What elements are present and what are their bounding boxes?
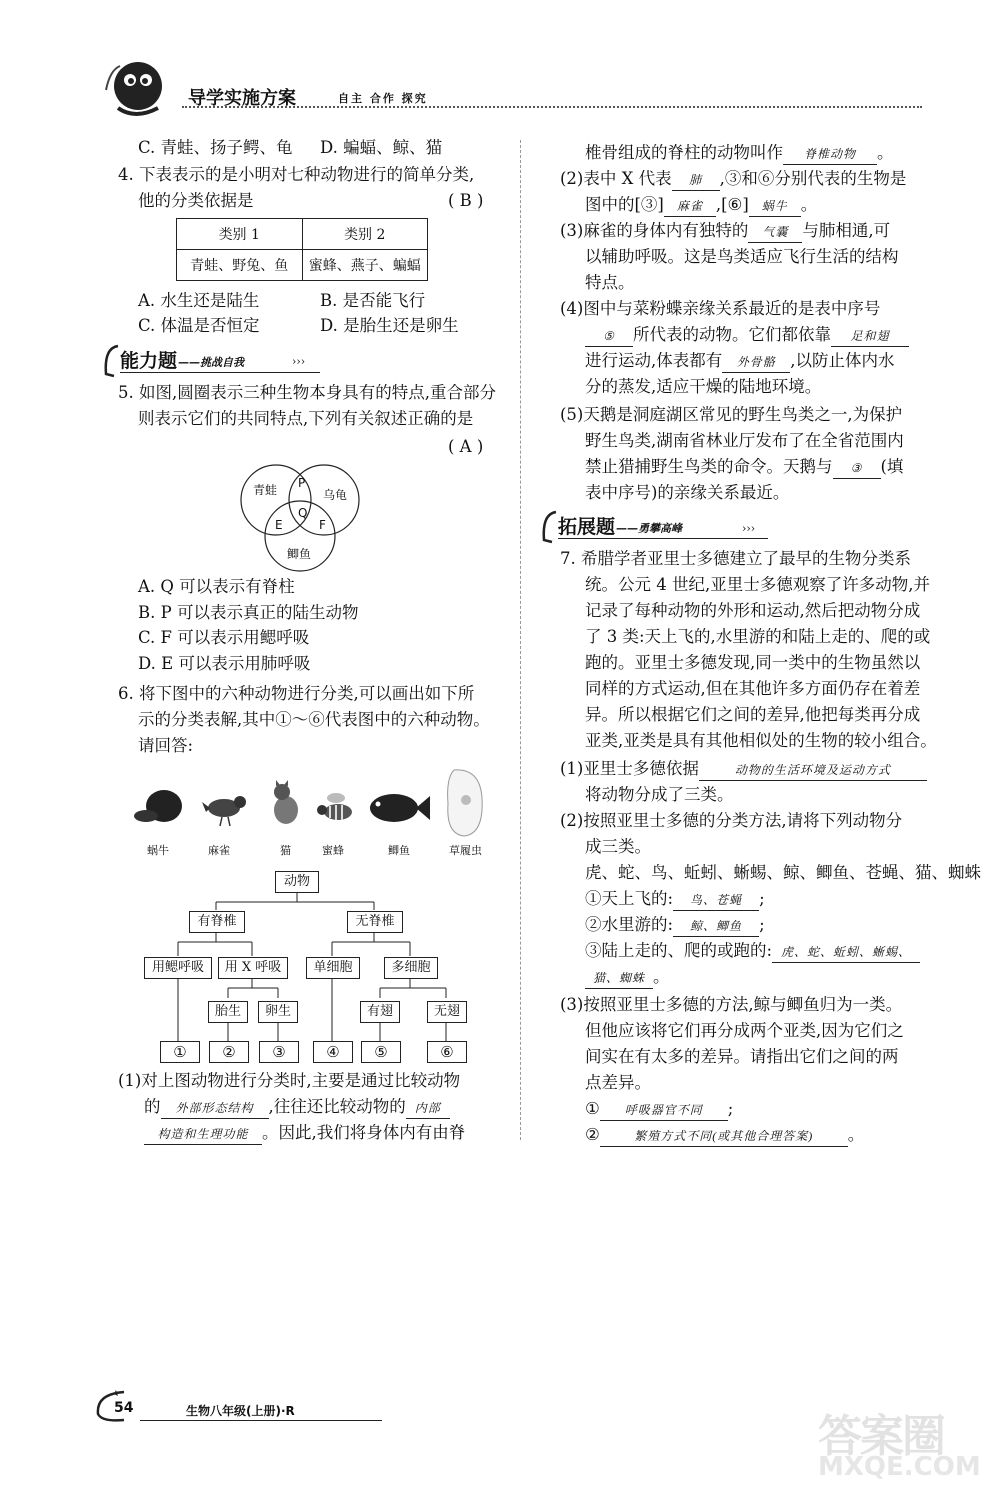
section-extension-title: 拓展题	[558, 516, 616, 538]
text: ,以防止体内水	[790, 351, 895, 370]
q7-stem-1: 7. 希腊学者亚里士多德建立了最早的生物分类系	[560, 549, 911, 568]
text: ;	[759, 889, 765, 908]
q7-3-answer-2	[585, 1122, 864, 1148]
header-subtitle: 自主 合作 探究	[338, 92, 428, 105]
q7-3-answer-1	[585, 1096, 733, 1122]
tree-node-winged: 有翅	[360, 1001, 400, 1023]
venn-label-q: Q	[298, 506, 308, 520]
q3-option-d: D. 蝙蝠、鲸、猫	[320, 138, 443, 157]
double-chevron-icon: ›››	[742, 522, 756, 535]
text: (1)亚里士多德依据	[560, 759, 699, 778]
animal-label: 猫	[280, 844, 291, 857]
q7-stem-8: 亚类,亚类是具有其他相似处的生物的较小组合。	[585, 731, 937, 750]
venn-label-turtle: 乌龟	[323, 488, 348, 502]
q7-stem-5: 跑的。亚里士多德发现,同一类中的生物虽然以	[585, 653, 921, 672]
text: ;	[759, 915, 765, 934]
r2-line-1	[560, 166, 906, 192]
q6-stem-2: 示的分类表解,其中①～⑥代表图中的六种动物。	[138, 710, 490, 729]
q7-2-line-1: (2)按照亚里士多德的分类方法,请将下列动物分	[560, 811, 903, 830]
r3-line-3: 特点。	[585, 273, 635, 292]
mascot-logo	[100, 50, 170, 120]
footer-rule	[140, 1420, 382, 1421]
q7-stem-4: 了 3 类:天上飞的,水里游的和陆上走的、爬的或	[585, 627, 931, 646]
q5-option-a: A. Q 可以表示有脊柱	[138, 577, 295, 596]
r5-line-2: 野生鸟类,湖南省林业厅发布了在全省范围内	[585, 431, 904, 450]
r4-line-3	[585, 348, 895, 374]
text: ①天上飞的:	[585, 889, 674, 908]
text: 。	[877, 143, 894, 162]
tree-leaf: ③	[259, 1041, 299, 1063]
q6-1-line-2	[144, 1094, 450, 1120]
animal-label: 麻雀	[208, 844, 230, 857]
text: 的	[144, 1097, 161, 1116]
text: ②	[585, 1125, 600, 1144]
paramecium-image	[440, 764, 490, 840]
answer-blank: ③	[833, 458, 881, 479]
answer-blank: 气囊	[748, 222, 802, 243]
r4-line-1: (4)图中与菜粉蝶亲缘关系最近的是表中序号	[560, 299, 881, 318]
text: ,往往还比较动物的	[268, 1097, 406, 1116]
q6-1-stem: (1)对上图动物进行分类时,主要是通过比较动物	[118, 1071, 461, 1090]
tree-node-vertebrate: 有脊椎	[189, 911, 245, 933]
r4-line-4: 分的蒸发,适应干燥的陆地环境。	[585, 377, 822, 396]
text: ,③和⑥分别代表的生物是	[719, 169, 907, 188]
q7-stem-3: 记录了每种动物的外形和运动,然后把动物分成	[585, 601, 921, 620]
tree-node-x-breath: 用 X 呼吸	[218, 957, 288, 979]
header-rule	[182, 106, 922, 108]
q5-stem-2: 则表示它们的共同特点,下列有关叙述正确的是	[138, 409, 474, 428]
q7-2-item-3	[585, 938, 920, 964]
r2-line-2	[585, 192, 817, 218]
tree-leaf: ④	[313, 1041, 353, 1063]
q7-2-line-3: 虎、蛇、鸟、蚯蚓、蜥蜴、鲸、鲫鱼、苍蝇、猫、蜘蛛	[585, 863, 981, 882]
q7-3-line-2: 但他应该将它们再分成两个亚类,因为它们之	[585, 1021, 904, 1040]
q7-2-item-3-cont	[585, 964, 670, 990]
text: (填	[880, 457, 904, 476]
table-header: 类别 2	[302, 219, 428, 250]
q7-stem-2: 统。公元 4 世纪,亚里士多德观察了许多动物,并	[585, 575, 930, 594]
venn-label-frog: 青蛙	[253, 483, 278, 497]
q7-3-line-4: 点差异。	[585, 1073, 651, 1092]
q4-table	[176, 218, 428, 281]
answer-blank: 麻雀	[664, 196, 716, 217]
section-bracket-icon	[102, 344, 122, 378]
tree-node-single-cell: 单细胞	[306, 957, 360, 979]
answer-blank: 虎、蛇、蚯蚓、蜥蜴、	[772, 942, 920, 963]
text: ①	[585, 1099, 600, 1118]
table-cell: 青蛙、野兔、鱼	[177, 250, 303, 281]
answer-blank: 肺	[672, 170, 720, 191]
tree-node-invertebrate: 无脊椎	[347, 911, 403, 933]
r5-line-1: (5)天鹅是洞庭湖区常见的野生鸟类之一,为保护	[560, 405, 903, 424]
watermark-logo: 答案圈	[818, 1411, 944, 1462]
header-title: 导学实施方案	[188, 88, 296, 109]
tree-node-multi-cell: 多细胞	[384, 957, 438, 979]
q7-stem-6: 同样的方式运动,但在其他许多方面仍存在着差	[585, 679, 921, 698]
q7-3-line-1: (3)按照亚里士多德的方法,鲸与鲫鱼归为一类。	[560, 995, 903, 1014]
q7-1-line-2: 将动物分成了三类。	[585, 785, 734, 804]
q5-answer: ( A )	[448, 437, 484, 456]
tree-node-wingless: 无翅	[427, 1001, 467, 1023]
column-divider	[520, 140, 521, 1140]
answer-blank: 脊椎动物	[783, 144, 877, 165]
text: ②水里游的:	[585, 915, 674, 934]
answer-blank: ⑤	[585, 326, 633, 347]
venn-label-p: P	[298, 476, 306, 490]
section-extension-subtitle: ——勇攀高峰	[616, 522, 682, 535]
double-chevron-icon: ›››	[292, 355, 306, 368]
table-header: 类别 1	[177, 219, 303, 250]
answer-blank: 足和翅	[831, 326, 909, 347]
tree-node-viviparous: 胎生	[208, 1001, 248, 1023]
tree-leaf: ⑤	[361, 1041, 401, 1063]
cat-image	[262, 778, 306, 828]
tree-leaf: ①	[160, 1041, 200, 1063]
r3-line-2: 以辅助呼吸。这是鸟类适应飞行生活的结构	[585, 247, 899, 266]
text: 。	[800, 195, 818, 214]
q7-2-item-1	[585, 886, 765, 912]
text: 所代表的动物。它们都依靠	[633, 325, 831, 344]
answer-blank: 外部形态结构	[161, 1098, 269, 1119]
q6-1-line-3	[144, 1120, 465, 1146]
q7-1-line-1	[560, 756, 927, 782]
venn-label-fish: 鲫鱼	[287, 547, 312, 561]
section-ability-title: 能力题	[120, 350, 178, 372]
tree-leaf: ⑥	[427, 1041, 467, 1063]
answer-blank: 猫、蜘蛛	[585, 968, 653, 989]
answer-blank: 动物的生活环境及运动方式	[699, 760, 927, 781]
animal-label: 草履虫	[449, 844, 482, 857]
answer-blank: 鸟、苍蝇	[673, 890, 759, 911]
q4-answer: ( B )	[448, 191, 484, 210]
venn-label-e: E	[275, 518, 283, 532]
q7-stem-7: 异。所以根据它们之间的差异,他把每类再分成	[585, 705, 921, 724]
section-ability-subtitle: ——挑战自我	[178, 356, 244, 369]
page-number: 54	[114, 1400, 134, 1416]
text: 与肺相通,可	[802, 221, 891, 240]
tree-node-gill: 用鳃呼吸	[144, 957, 212, 979]
q4-option-b: B. 是否能飞行	[320, 291, 426, 310]
text: 进行运动,体表都有	[585, 351, 723, 370]
venn-label-f: F	[319, 518, 326, 532]
tree-leaf: ②	[209, 1041, 249, 1063]
sparrow-image	[200, 790, 250, 830]
q6-stem-3: 请回答:	[138, 736, 194, 755]
answer-blank: 蜗牛	[749, 196, 801, 217]
animal-label: 鲫鱼	[388, 844, 410, 857]
table-cell: 蜜蜂、燕子、蝙蝠	[302, 250, 428, 281]
text: ③陆上走的、爬的或跑的:	[585, 941, 773, 960]
r3-line-1	[560, 218, 890, 244]
answer-blank: 构造和生理功能	[144, 1124, 262, 1145]
answer-blank: 鲸、鲫鱼	[673, 916, 759, 937]
text: ,[⑥]	[715, 195, 749, 214]
q3-option-c: C. 青蛙、扬子鳄、龟	[138, 138, 293, 157]
r4-line-2	[585, 322, 909, 348]
text: 。	[847, 1125, 865, 1144]
bee-image	[314, 790, 358, 828]
q5-stem-1: 5. 如图,圆圈表示三种生物本身具有的特点,重合部分	[118, 383, 496, 402]
text: ;	[727, 1099, 734, 1118]
r5-line-4: 表中序号)的亲缘关系最近。	[585, 483, 790, 502]
snail-image	[134, 786, 184, 826]
animal-label: 蜜蜂	[322, 844, 344, 857]
text: 图中的[③]	[585, 195, 664, 214]
answer-blank: 繁殖方式不同(或其他合理答案)	[600, 1126, 848, 1147]
q4-option-a: A. 水生还是陆生	[138, 291, 260, 310]
q4-stem-2: 他的分类依据是	[138, 191, 254, 210]
q4-option-d: D. 是胎生还是卵生	[320, 316, 459, 335]
tree-node-oviparous: 卵生	[258, 1001, 298, 1023]
q6-stem-1: 6. 将下图中的六种动物进行分类,可以画出如下所	[118, 684, 475, 703]
book-title: 生物八年级(上册)·R	[186, 1404, 295, 1418]
answer-blank: 外骨骼	[722, 352, 790, 373]
r5-line-3	[585, 454, 903, 480]
text: 。	[653, 967, 670, 986]
animal-label: 蜗牛	[147, 844, 169, 857]
crucian-carp-image	[366, 786, 432, 830]
r1-line	[585, 140, 894, 166]
section-extension-rule	[558, 538, 768, 539]
q7-3-line-3: 间实在有太多的差异。请指出它们之间的两	[585, 1047, 899, 1066]
q7-2-item-2	[585, 912, 765, 938]
section-ability-rule	[120, 372, 320, 373]
text: (3)麻雀的身体内有独特的	[560, 221, 749, 240]
watermark-url: MXQE.COM	[818, 1452, 981, 1482]
tree-node-animal: 动物	[275, 871, 319, 893]
text: 椎骨组成的脊柱的动物叫作	[585, 143, 783, 162]
q4-option-c: C. 体温是否恒定	[138, 316, 260, 335]
section-bracket-icon	[540, 510, 560, 544]
answer-blank: 呼吸器官不同	[600, 1100, 728, 1121]
text: (2)表中 X 代表	[560, 169, 672, 188]
q5-option-d: D. E 可以表示用肺呼吸	[138, 654, 311, 673]
q5-option-b: B. P 可以表示真正的陆生动物	[138, 603, 359, 622]
q5-option-c: C. F 可以表示用鳃呼吸	[138, 628, 310, 647]
q7-2-line-2: 成三类。	[585, 837, 651, 856]
q4-stem-1: 4. 下表表示的是小明对七种动物进行的简单分类,	[118, 165, 475, 184]
text: 禁止猎捕野生鸟类的命令。天鹅与	[585, 457, 833, 476]
text: 。因此,我们将身体内有由脊	[262, 1123, 466, 1142]
answer-blank: 内部	[406, 1098, 450, 1119]
